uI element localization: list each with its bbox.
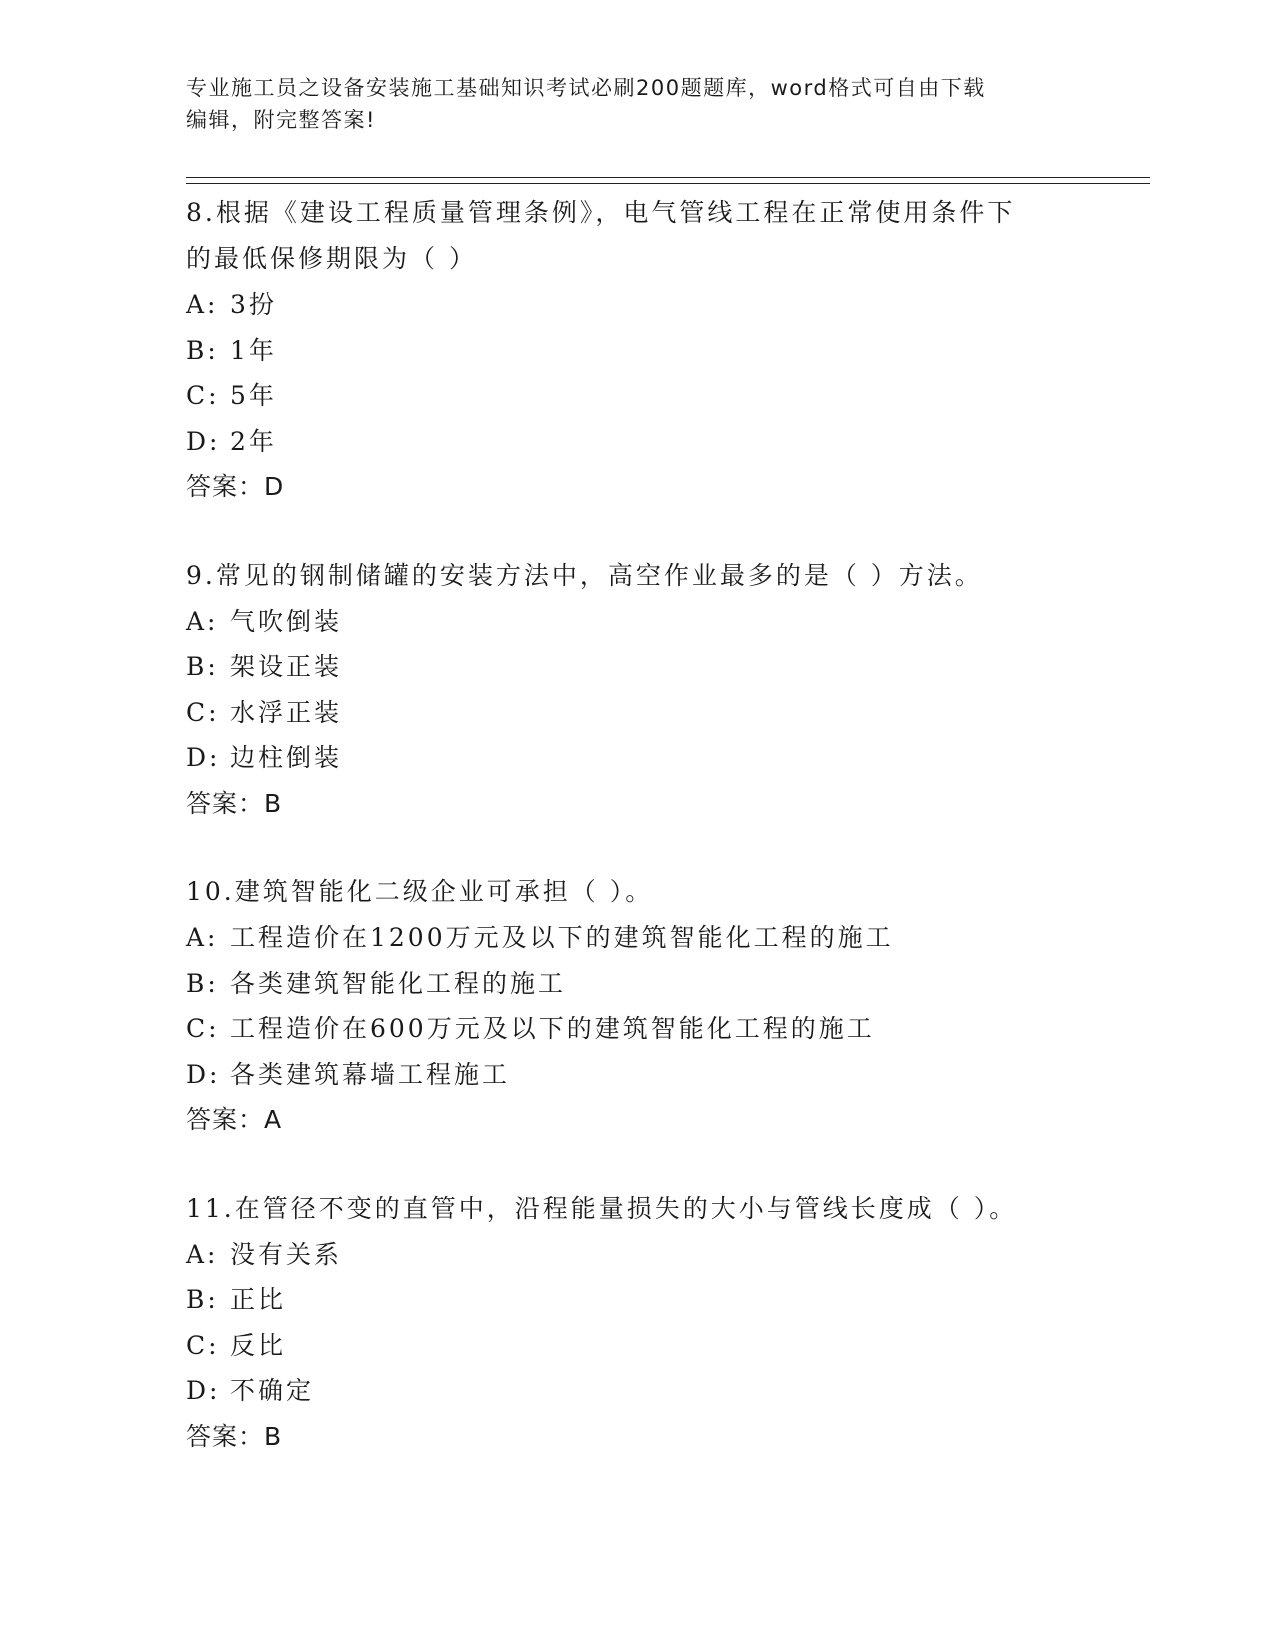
option-text: 3扮 (230, 290, 277, 319)
option-letter: D: (186, 743, 221, 772)
option-d (186, 419, 1086, 465)
option-b (186, 644, 1086, 690)
option-letter: A: (186, 606, 219, 636)
header-title-line-2: 编辑，附完整答案! (186, 108, 376, 132)
question-item (186, 1186, 1086, 1460)
question-stem (186, 1186, 1086, 1232)
question-item (186, 190, 1086, 510)
option-letter: A: (186, 923, 219, 952)
option-b (186, 328, 1086, 374)
option-letter: C: (186, 1014, 220, 1043)
option-text: 没有关系 (230, 1239, 343, 1269)
option-text: 工程造价在600万元及以下的建筑智能化工程的施工 (230, 1014, 875, 1043)
question-item (186, 869, 1086, 1143)
header-divider-top (186, 177, 1150, 178)
answer-line: 答案：B (186, 1421, 283, 1451)
option-letter: D: (186, 1376, 221, 1405)
option-letter: A: (186, 1239, 219, 1269)
option-text: 5年 (230, 381, 277, 410)
question-stem (186, 190, 1086, 282)
question-list (186, 190, 1086, 1459)
question-stem-line: 9.常见的钢制储罐的安装方法中，高空作业最多的是（ ）方法。 (186, 560, 983, 590)
option-text: 水浮正装 (230, 697, 343, 727)
option-letter: D: (186, 1059, 221, 1089)
option-d (186, 735, 1086, 781)
option-text: 工程造价在1200万元及以下的建筑智能化工程的施工 (230, 923, 894, 952)
option-letter: B: (186, 335, 219, 365)
option-a (186, 282, 1086, 328)
option-a (186, 599, 1086, 645)
option-text: 气吹倒装 (230, 606, 343, 636)
option-text: 2年 (230, 426, 277, 456)
option-text: 架设正装 (230, 652, 343, 681)
question-stem-line: 10.建筑智能化二级企业可承担（ ）。 (186, 877, 654, 906)
question-spacer (186, 1143, 1086, 1186)
option-d (186, 1052, 1086, 1098)
option-text: 边柱倒装 (230, 743, 343, 772)
option-c (186, 373, 1086, 419)
answer-line: 答案：D (186, 472, 285, 501)
option-text: 各类建筑智能化工程的施工 (230, 968, 567, 998)
option-letter: C: (186, 381, 220, 410)
header-title-line-1: 专业施工员之设备安装施工基础知识考试必刷200题题库，word格式可自由下载 (186, 76, 986, 100)
answer-line: 答案：A (186, 1105, 283, 1134)
question-spacer (186, 826, 1086, 869)
option-text: 正比 (230, 1285, 287, 1314)
option-a (186, 1232, 1086, 1278)
question-item (186, 553, 1086, 827)
option-c (186, 1006, 1086, 1052)
option-letter: C: (186, 697, 220, 727)
option-text: 不确定 (230, 1376, 315, 1405)
option-text: 反比 (230, 1330, 287, 1360)
option-letter: B: (186, 652, 219, 681)
option-c (186, 690, 1086, 736)
option-text: 各类建筑幕墙工程施工 (230, 1059, 511, 1089)
question-stem (186, 869, 1086, 915)
option-b (186, 961, 1086, 1007)
option-letter: D: (186, 426, 221, 456)
option-c (186, 1323, 1086, 1369)
option-d (186, 1368, 1086, 1414)
option-letter: B: (186, 968, 219, 998)
option-letter: C: (186, 1330, 220, 1360)
header-divider-bottom (186, 183, 1150, 184)
question-spacer (186, 510, 1086, 553)
question-stem-line: 的最低保修期限为（ ） (186, 244, 477, 273)
question-stem-line: 11.在管径不变的直管中，沿程能量损失的大小与管线长度成（ ）。 (186, 1193, 1018, 1223)
option-letter: B: (186, 1285, 219, 1314)
question-stem-line: 8.根据《建设工程质量管理条例》，电气管线工程在正常使用条件下 (186, 198, 1016, 227)
option-a (186, 915, 1086, 961)
answer-line: 答案：B (186, 788, 283, 818)
question-stem (186, 553, 1086, 599)
option-text: 1年 (230, 335, 277, 365)
option-b (186, 1277, 1086, 1323)
document-header (186, 72, 1066, 136)
option-letter: A: (186, 290, 219, 319)
